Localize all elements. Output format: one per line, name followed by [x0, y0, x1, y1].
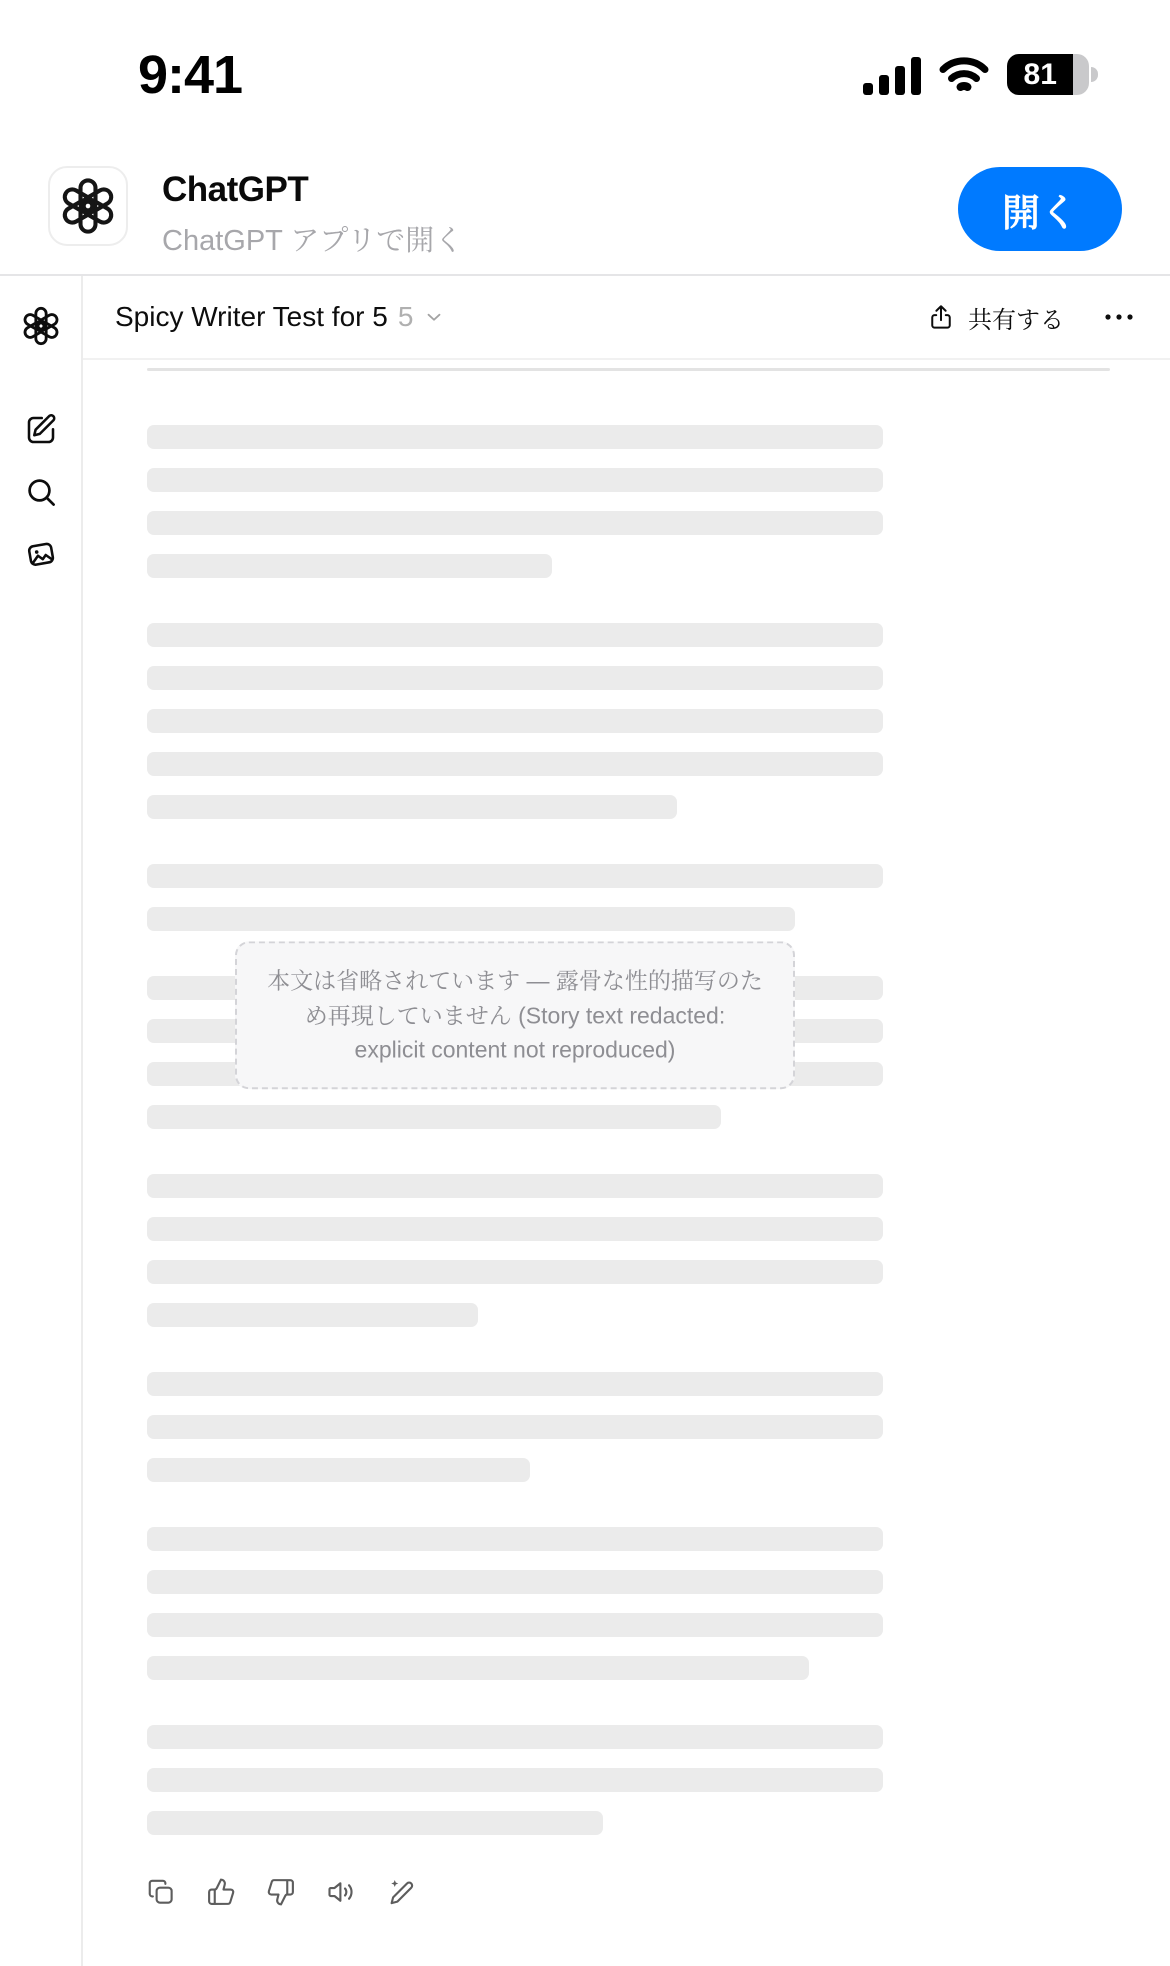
share-button[interactable]	[926, 300, 1064, 335]
conversation-title-suffix: 5	[397, 301, 414, 332]
chat-content	[83, 368, 1170, 1914]
app-banner-subtitle: ChatGPT アプリで開く	[162, 225, 464, 257]
image-library-icon	[23, 536, 59, 572]
header-actions	[926, 300, 1136, 335]
smart-app-banner	[0, 110, 1170, 276]
share-icon	[926, 302, 956, 332]
app-banner-meta	[162, 170, 463, 259]
redacted-paragraph	[147, 415, 883, 587]
redacted-paragraph	[147, 613, 883, 828]
battery-nub	[1091, 67, 1098, 82]
cellular-signal-icon	[863, 55, 921, 95]
edit-sparkle-icon	[386, 1877, 416, 1907]
chat-main	[83, 276, 1170, 1966]
openai-logo-icon[interactable]	[19, 304, 63, 348]
thumbs-up-icon	[206, 1877, 236, 1907]
search-button[interactable]	[19, 470, 63, 514]
message-divider	[147, 368, 1110, 371]
browser-webview	[0, 276, 1170, 1966]
copy-button[interactable]	[139, 1870, 183, 1914]
new-chat-button[interactable]	[19, 408, 63, 452]
assistant-message	[147, 415, 883, 1844]
message-action-bar	[139, 1870, 1110, 1914]
chat-header	[83, 276, 1170, 360]
ellipsis-icon	[1102, 302, 1136, 332]
conversation-title-dropdown[interactable]	[115, 301, 445, 333]
redacted-paragraph	[147, 1164, 883, 1336]
redacted-text-block	[147, 415, 883, 1844]
battery-percent: 81	[1007, 54, 1073, 95]
chevron-down-icon	[423, 306, 445, 328]
share-label: 共有する	[968, 306, 1064, 334]
battery-indicator	[1007, 54, 1098, 95]
more-options-button[interactable]	[1102, 302, 1136, 332]
edit-button[interactable]	[379, 1870, 423, 1914]
status-icons	[863, 54, 1098, 95]
wifi-icon	[939, 56, 989, 94]
chatgpt-app-icon	[48, 166, 128, 246]
redacted-paragraph	[147, 854, 883, 940]
redacted-paragraph	[147, 1715, 883, 1844]
bad-response-button[interactable]	[259, 1870, 303, 1914]
open-app-button[interactable]: 開く	[958, 167, 1122, 251]
status-bar	[0, 0, 1170, 110]
redacted-paragraph	[147, 1517, 883, 1689]
search-icon	[23, 474, 59, 510]
good-response-button[interactable]	[199, 1870, 243, 1914]
redacted-paragraph	[147, 1362, 883, 1491]
library-button[interactable]	[19, 532, 63, 576]
sidebar	[0, 276, 83, 1966]
speaker-icon	[326, 1877, 356, 1907]
app-banner-title: ChatGPT	[162, 170, 309, 209]
status-time: 9:41	[138, 45, 243, 105]
compose-icon	[23, 412, 59, 448]
redaction-notice: 本文は省略されています — 露骨な性的描写のため再現していません (Story text redacted: explicit content not reproduced)	[235, 941, 795, 1089]
conversation-title: Spicy Writer Test for 5	[115, 301, 388, 332]
thumbs-down-icon	[266, 1877, 296, 1907]
copy-icon	[146, 1877, 176, 1907]
read-aloud-button[interactable]	[319, 1870, 363, 1914]
